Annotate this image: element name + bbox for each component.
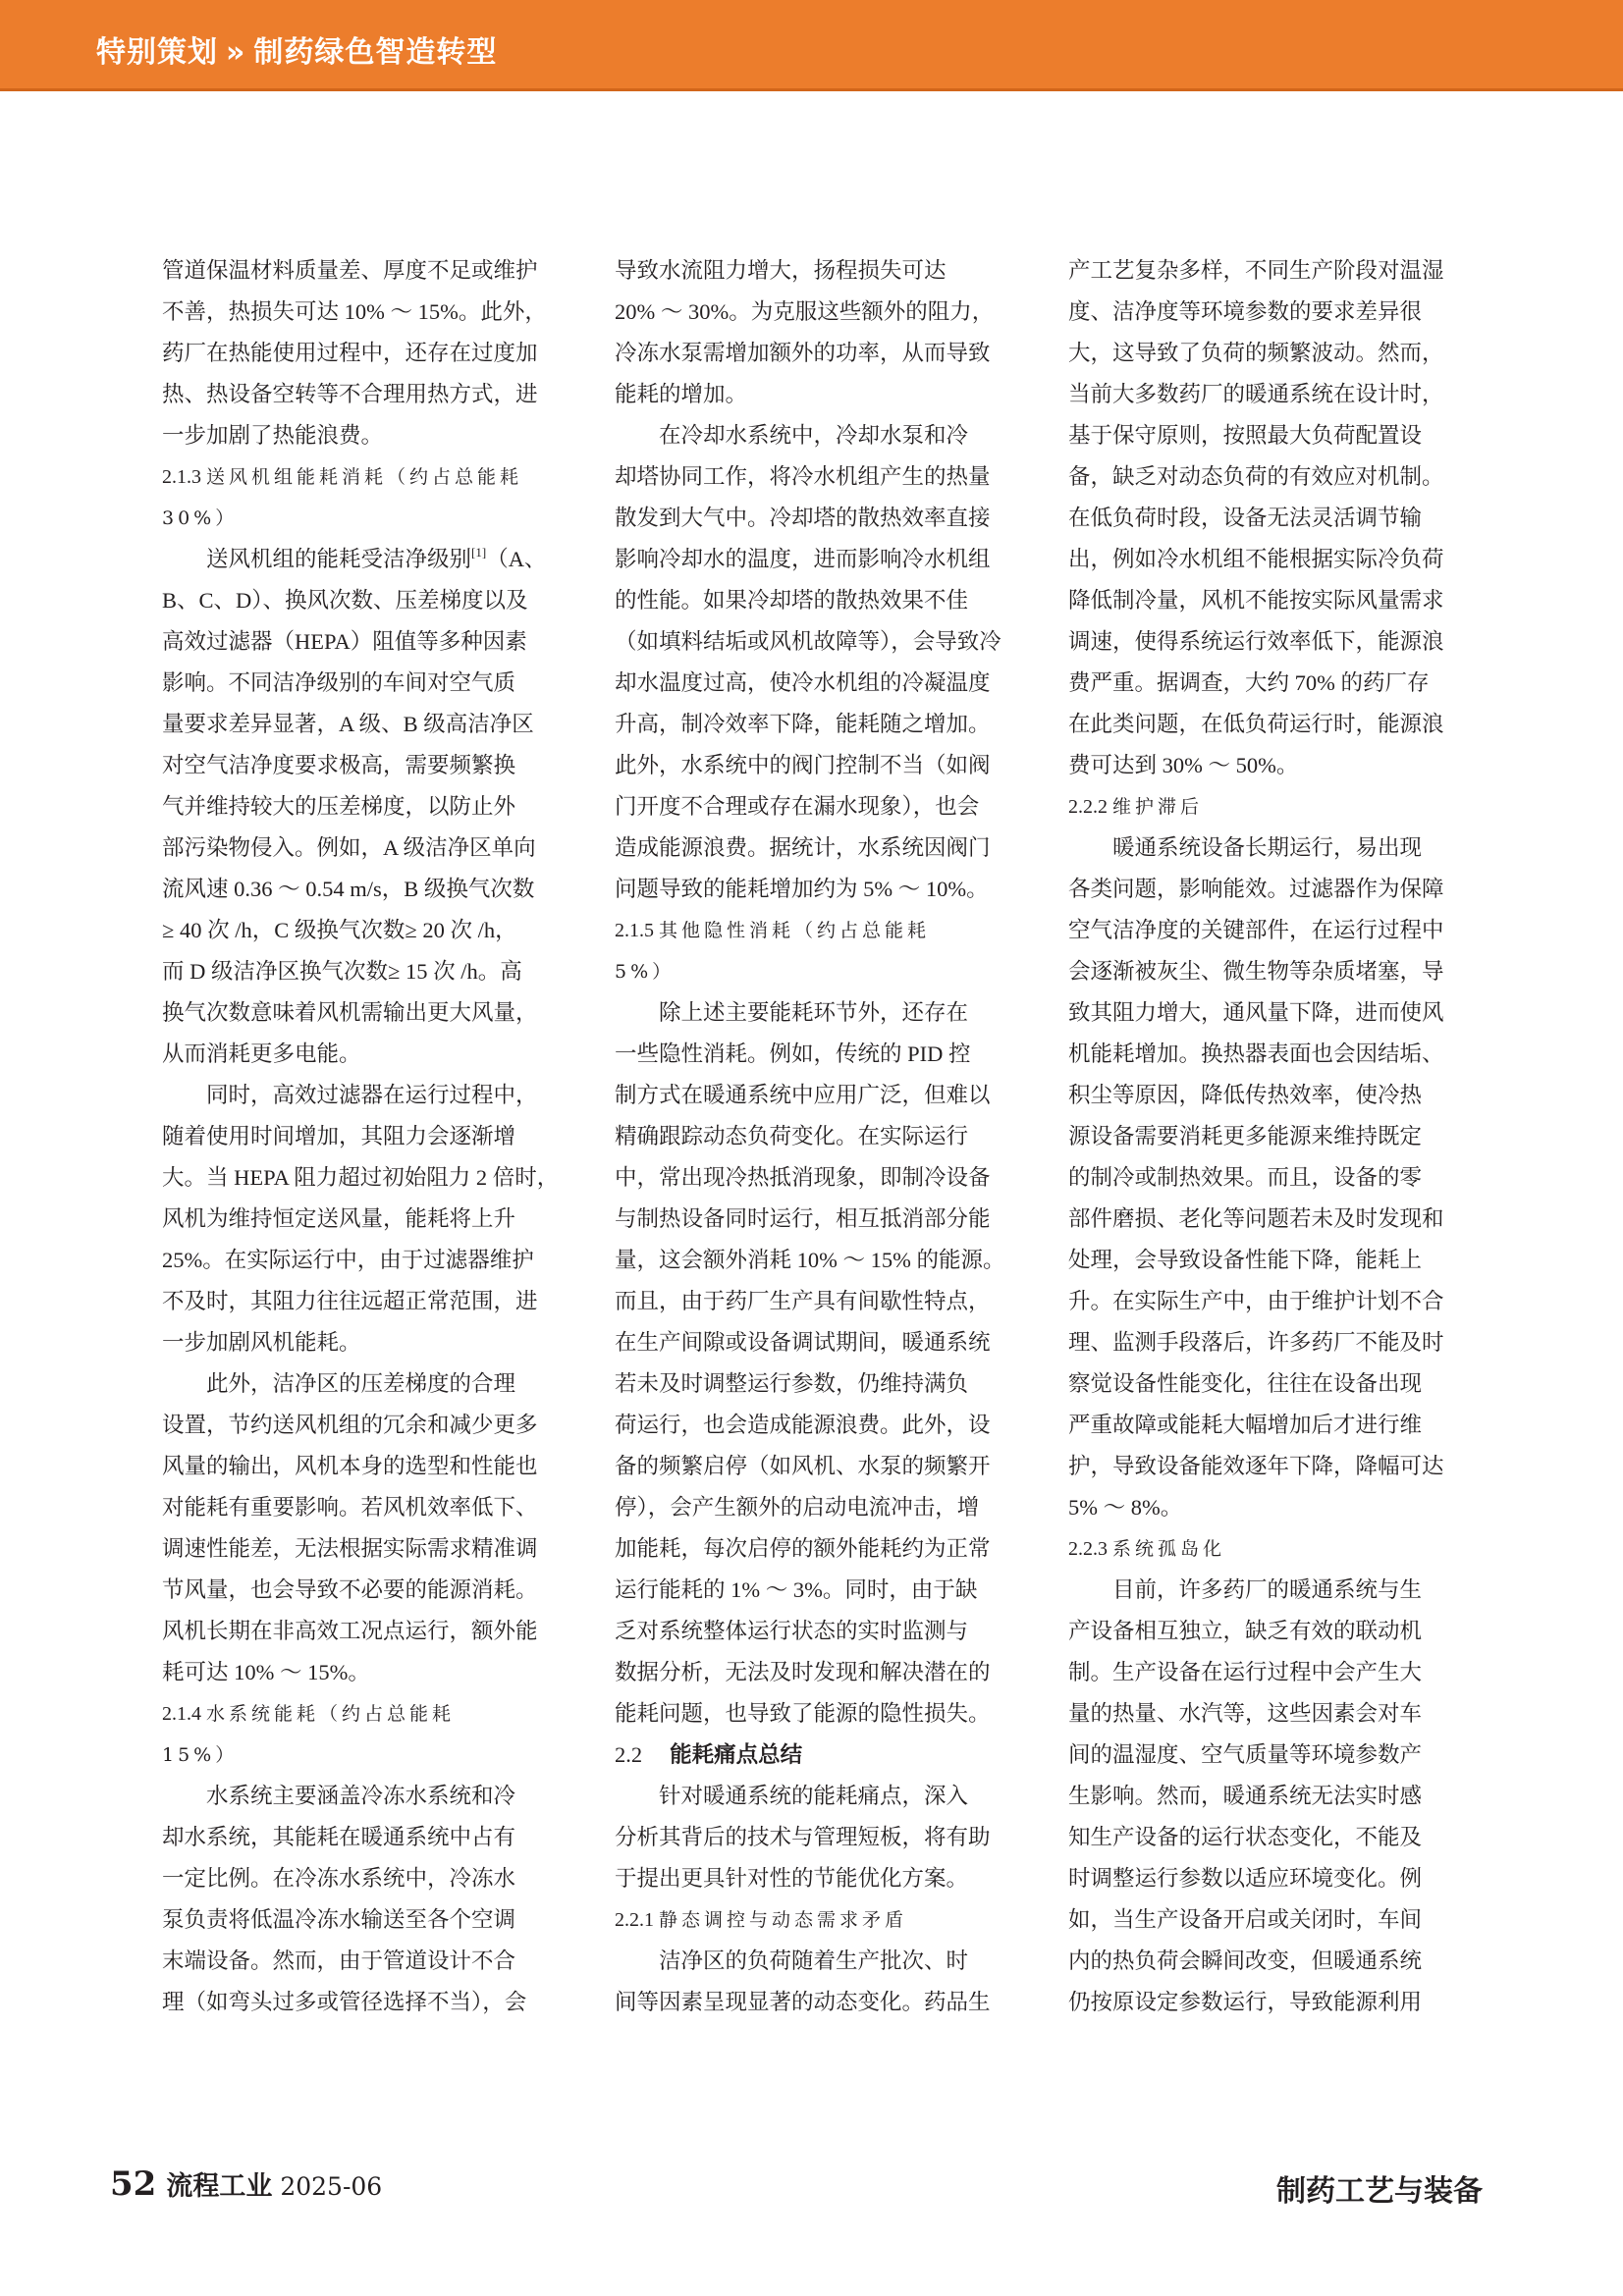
paragraph: 管道保温材料质量差、厚度不足或维护 不善，热损失可达 10% ～ 15%。此外， 药厂在热能使用过程中，还存在过度加 热、热设备空转等不合理用热方式，进 一步加剧了热能浪费。 xyxy=(162,258,547,448)
section-title: 维护滞后 xyxy=(1112,796,1204,818)
section-heading-2-1-5 xyxy=(615,910,1047,992)
paragraph-text: （A、 B、C、D）、换风次数、压差梯度以及 高效过滤器（HEPA）阻值等多种因素 影响。不同洁净级别的车间对空气质 量要求差异显著，A 级、B 级高洁净区 对空气洁净度要求极高，需要频繁换 气并维持较大的压差梯度，以防止外 部污染物侵入。例如，A 级洁净区单向 流风速 0.36 ～ 0.54 m/s，B 级换气次数 ≥ 40 次 /h，C 级换气次数≥ 20 次 /h， 而 D 级洁净区换气次数≥ 15 次 /h。高 换气次数意味着风机需输出更大风量， 从而消耗更多电能。 xyxy=(162,547,547,1066)
reference-marker: [1] xyxy=(471,545,487,560)
section-title: 静态调控与动态需求矛盾 xyxy=(659,1909,908,1931)
journal-name: 流程工业 xyxy=(166,2171,273,2202)
paragraph: 产工艺复杂多样，不同生产阶段对温湿 度、洁净度等环境参数的要求差异很 大，这导致了负荷的频繁波动。然而， 当前大多数药厂的暖通系统在设计时， 基于保守原则，按照最大负荷配置设 备，缺乏对动态负荷的有效应对机制。 在低负荷时段，设备无法灵活调节输 出，例如冷水机组不能根据实际冷负荷 降低制冷量，风机不能按实际风量需求 调速，使得系统运行效率低下，能源浪 费严重。据调查，大约 70% 的药厂存 在此类问题，在低负荷运行时，能源浪 费可达到 30% ～ 50%。 xyxy=(1068,258,1444,777)
paragraph: 同时，高效过滤器在运行过程中， 随着使用时间增加，其阻力会逐渐增 大。当 HEPA 阻力超过初始阻力 2 倍时， 风机为维持恒定送风量，能耗将上升 25%。在实际运行中，由于过滤器维护 不及时，其阻力往往远超正常范围，进 一步加剧风机能耗。 xyxy=(162,1083,560,1355)
section-number: 2.1.4 xyxy=(162,1703,201,1725)
header-section: 特别策划 xyxy=(96,35,218,70)
paragraph-text: 送风机组的能耗受洁净级别 xyxy=(206,547,472,571)
issue-date: 2025-06 xyxy=(280,2172,383,2201)
paragraph: 除上述主要能耗环节外，还存在 一些隐性消耗。例如，传统的 PID 控 制方式在暖通系统中应用广泛，但难以 精确跟踪动态负荷变化。在实际运行 中，常出现冷热抵消现象，即制冷设备 与制热设备同时运行，相互抵消部分能 量，这会额外消耗 10% ～ 15% 的能源。 而且，由于药厂生产具有间歇性特点， 在生产间隙或设备调试期间，暖通系统 若未及时调整运行参数，仍维持满负 荷运行，也会造成能源浪费。此外，设 备的频繁启停（如风机、水泵的频繁开 停），会产生额外的启动电流冲击，增 加能耗，每次启停的额外能耗约为正常 运行能耗的 1% ～ 3%。同时，由于缺 乏对系统整体运行状态的实时监测与 数据分析，无法及时发现和解决潜在的 能耗问题，也导致了能源的隐性损失。 xyxy=(615,1000,1005,1726)
section-number: 2.2.2 xyxy=(1068,796,1108,818)
section-number: 2.2 xyxy=(615,1742,643,1767)
header-title xyxy=(96,27,497,71)
section-title: 水系统能耗（约占总能耗 15%） xyxy=(162,1703,456,1766)
paragraph: 在冷却水系统中，冷却水泵和冷 却塔协同工作，将冷水机组产生的热量 散发到大气中。冷却塔的散热效率直接 影响冷却水的温度，进而影响冷水机组 的性能。如果冷却塔的散热效果不佳 （如填料结垢或风机故障等），会导致冷 却水温度过高，使冷水机组的冷凝温度 升高，制冷效率下降，能耗随之增加。 此外，水系统中的阀门控制不当（如阀 门开度不合理或存在漏水现象），也会 造成能源浪费。据统计，水系统因阀门 问题导致的能耗增加约为 5% ～ 10%。 xyxy=(615,423,1001,901)
section-heading-2-2-2 xyxy=(1068,786,1500,828)
paragraph: 针对暖通系统的能耗痛点，深入 分析其背后的技术与管理短板，将有助 于提出更具针对性的节能优化方案。 xyxy=(615,1784,991,1891)
text-column-2 xyxy=(615,250,1047,2164)
section-number: 2.1.5 xyxy=(615,920,654,941)
section-title: 其他隐性消耗（约占总能耗 5%） xyxy=(615,920,931,983)
paragraph: 暖通系统设备长期运行，易出现 各类问题，影响能效。过滤器作为保障 空气洁净度的关键部件，在运行过程中 会逐渐被灰尘、微生物等杂质堵塞，导 致其阻力增大，通风量下降，进而使风 机能耗增加。换热器表面也会因结垢、 积尘等原因，降低传热效率，使冷热 源设备需要消耗更多能源来维持既定 的制冷或制热效果。而且，设备的零 部件磨损、老化等问题若未及时发现和 处理，会导致设备性能下降，能耗上 升。在实际生产中，由于维护计划不合 理、监测手段落后，许多药厂不能及时 察觉设备性能变化，往往在设备出现 严重故障或能耗大幅增加后才进行维 护，导致设备能效逐年下降，降幅可达 5% ～ 8%。 xyxy=(1068,835,1444,1520)
section-title: 能耗痛点总结 xyxy=(670,1742,803,1768)
section-heading-2-1-4 xyxy=(162,1693,594,1776)
header-topic: 制药绿色智造转型 xyxy=(253,35,498,70)
section-title: 送风机组能耗消耗（约占总能耗 30%） xyxy=(162,466,523,529)
section-heading-2-2-3 xyxy=(1068,1528,1500,1570)
header-bar xyxy=(0,0,1623,91)
page-number: 52 xyxy=(110,2164,157,2204)
section-title: 系统孤岛化 xyxy=(1112,1538,1226,1560)
paragraph: 导致水流阻力增大，扬程损失可达 20% ～ 30%。为克服这些额外的阻力， 冷冻水泵需增加额外的功率，从而导致 能耗的增加。 xyxy=(615,258,995,406)
section-heading-2-2-1 xyxy=(615,1899,1047,1941)
paragraph: 水系统主要涵盖冷冻水系统和冷 却水系统，其能耗在暖通系统中占有 一定比例。在冷冻水系统中，冷冻水 泵负责将低温冷冻水输送至各个空调 末端设备。然而，由于管道设计不合 理（如弯头过多或管径选择不当），会 xyxy=(162,1784,527,2014)
text-column-3 xyxy=(1068,250,1500,2164)
footer-column-name: 制药工艺与装备 xyxy=(1276,2174,1483,2209)
text-column-1 xyxy=(162,250,594,2164)
section-number: 2.1.3 xyxy=(162,466,201,488)
footer-left xyxy=(110,2164,382,2204)
section-number: 2.2.3 xyxy=(1068,1538,1108,1560)
section-heading-2-2 xyxy=(615,1735,1047,1776)
paragraph xyxy=(162,539,594,1075)
section-number: 2.2.1 xyxy=(615,1909,654,1931)
paragraph: 目前，许多药厂的暖通系统与生 产设备相互独立，缺乏有效的联动机 制。生产设备在运行过程中会产生大 量的热量、水汽等，这些因素会对车 间的温湿度、空气质量等环境参数产 生影响。然而，暖通系统无法实时感 知生产设备的运行状态变化，不能及 时调整运行参数以适应环境变化。例 如，当生产设备开启或关闭时，车间 内的热负荷会瞬间改变，但暖通系统 仍按原设定参数运行，导致能源利用 xyxy=(1068,1577,1423,2014)
section-heading-2-1-3 xyxy=(162,456,594,539)
paragraph: 此外，洁净区的压差梯度的合理 设置，节约送风机组的冗余和减少更多 风量的输出，风机本身的选型和性能也 对能耗有重要影响。若风机效率低下、 调速性能差，无法根据实际需求精准调 节风量，也会导致不必要的能源消耗。 风机长期在非高效工况点运行，额外能 耗可达 10% ～ 15%。 xyxy=(162,1371,538,1684)
paragraph: 洁净区的负荷随着生产批次、时 间等因素呈现显著的动态变化。药品生 xyxy=(615,1949,991,2014)
header-separator: » xyxy=(226,35,246,70)
